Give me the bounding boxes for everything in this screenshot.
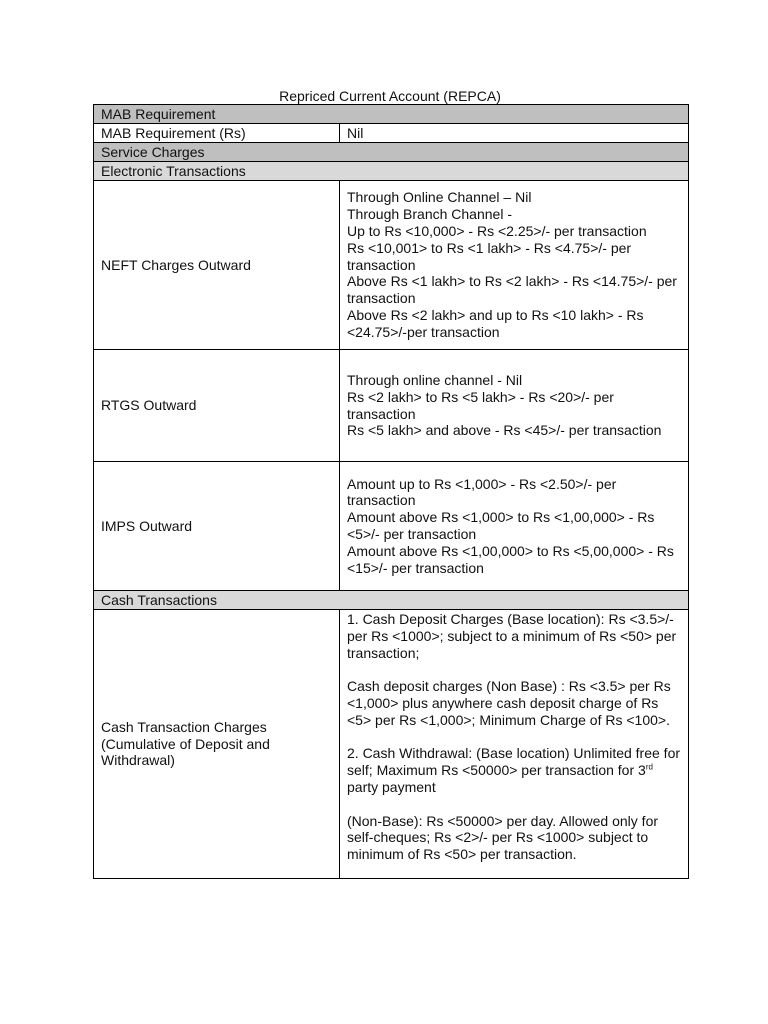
document-title: Repriced Current Account (REPCA) — [279, 88, 501, 104]
row-value: Nil — [340, 124, 689, 143]
table-row-imps — [94, 462, 689, 591]
charge-line: Rs <2 lakh> to Rs <5 lakh> - Rs <20>/- per transaction — [347, 388, 614, 422]
cash-deposit-nonbase: Cash deposit charges (Non Base) : Rs <3.5> per Rs <1,000> plus anywhere cash deposit charge of Rs <5> per Rs <1,000>; Minimum Charge of Rs <100>. — [347, 678, 671, 728]
row-label: NEFT Charges Outward — [94, 181, 340, 350]
section-header-service — [94, 143, 689, 162]
charge-line: Rs <5 lakh> and above - Rs <45>/- per transaction — [347, 422, 662, 439]
row-value — [340, 610, 689, 879]
table-row-rtgs — [94, 350, 689, 462]
table-row-mab — [94, 124, 689, 143]
charge-line: Above Rs <1 lakh> to Rs <2 lakh> - Rs <14.75>/- per transaction — [347, 273, 677, 307]
table-row-neft — [94, 181, 689, 350]
section-label: Cash Transactions — [94, 591, 689, 610]
row-value — [340, 350, 689, 462]
charges-table — [93, 104, 689, 879]
section-label: Electronic Transactions — [94, 162, 689, 181]
charge-line: Amount above Rs <1,000> to Rs <1,00,000> - Rs <5>/- per transaction — [347, 509, 655, 542]
table-row-cash — [94, 610, 689, 879]
charge-line: Up to Rs <10,000> - Rs <2.25>/- per transaction — [347, 223, 647, 239]
row-value — [340, 462, 689, 591]
row-label: RTGS Outward — [94, 350, 340, 462]
section-label: MAB Requirement — [94, 105, 689, 124]
charge-line: Through Online Channel – Nil — [347, 189, 532, 206]
charge-line: Above Rs <2 lakh> and up to Rs <10 lakh> - Rs <24.75>/-per transaction — [347, 306, 644, 340]
charge-line: Rs <10,001> to Rs <1 lakh> - Rs <4.75>/- per transaction — [347, 239, 632, 273]
section-header-cash — [94, 591, 689, 610]
section-header-electronic — [94, 162, 689, 181]
cash-withdrawal-base: 2. Cash Withdrawal: (Base location) Unlimited free for self; Maximum Rs <50000> per transaction for 3rd party payment — [347, 745, 681, 795]
cash-deposit-base: 1. Cash Deposit Charges (Base location): Rs <3.5>/- per Rs <1000>; subject to a minimum of Rs <50> per transaction; — [347, 611, 677, 661]
section-header-mab — [94, 105, 689, 124]
charge-line: Through online channel - Nil — [347, 371, 523, 388]
charge-line: Through Branch Channel - — [347, 206, 512, 223]
section-label: Service Charges — [94, 143, 689, 162]
cash-withdrawal-nonbase: (Non-Base): Rs <50000> per day. Allowed only for self-cheques; Rs <2>/- per Rs <1000> subject to minimum of Rs <50> per transaction. — [347, 812, 659, 863]
charge-line: Amount above Rs <1,00,000> to Rs <5,00,000> - Rs <15>/- per transaction — [347, 542, 674, 576]
row-label: Cash Transaction Charges (Cumulative of Deposit and Withdrawal) — [94, 610, 340, 879]
row-value — [340, 181, 689, 350]
row-label: MAB Requirement (Rs) — [94, 124, 340, 143]
row-label: IMPS Outward — [94, 462, 340, 591]
charge-line: Amount up to Rs <1,000> - Rs <2.50>/- per transaction — [347, 475, 617, 509]
ordinal-suffix: rd — [645, 762, 653, 772]
